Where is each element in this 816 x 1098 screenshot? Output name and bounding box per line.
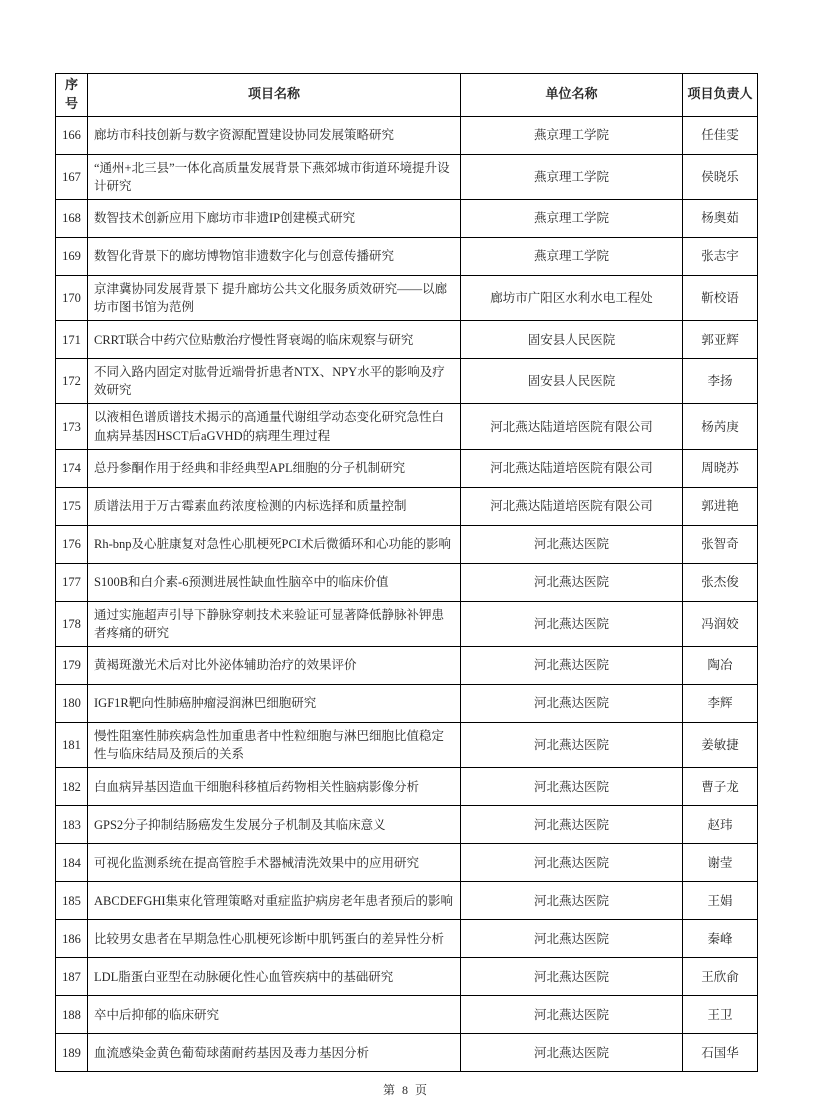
row-number: 186 — [56, 920, 88, 958]
col-header-project: 项目名称 — [88, 74, 461, 117]
table-row — [56, 237, 758, 275]
row-number: 171 — [56, 321, 88, 359]
project-name: 比较男女患者在早期急性心肌梗死诊断中肌钙蛋白的差异性分析 — [88, 920, 461, 958]
row-number: 189 — [56, 1034, 88, 1072]
unit-name: 河北燕达医院 — [461, 882, 683, 920]
row-number: 178 — [56, 601, 88, 646]
project-leader: 郭进艳 — [683, 487, 758, 525]
row-number: 173 — [56, 404, 88, 449]
row-number: 188 — [56, 996, 88, 1034]
unit-name: 河北燕达医院 — [461, 920, 683, 958]
unit-name: 河北燕达医院 — [461, 844, 683, 882]
project-name: Rh-bnp及心脏康复对急性心肌梗死PCI术后微循环和心功能的影响 — [88, 525, 461, 563]
project-leader: 杨芮庚 — [683, 404, 758, 449]
project-name: LDL脂蛋白亚型在动脉硬化性心血管疾病中的基础研究 — [88, 958, 461, 996]
unit-name: 廊坊市广阳区水利水电工程处 — [461, 275, 683, 320]
row-number: 167 — [56, 154, 88, 199]
table-row — [56, 958, 758, 996]
project-name: 以液相色谱质谱技术揭示的高通量代谢组学动态变化研究急性白血病异基因HSCT后aGVHD的病理生理过程 — [88, 404, 461, 449]
table-row — [56, 199, 758, 237]
row-number: 174 — [56, 449, 88, 487]
col-header-index: 序号 — [56, 74, 88, 117]
project-name: 卒中后抑郁的临床研究 — [88, 996, 461, 1034]
project-leader: 王娟 — [683, 882, 758, 920]
project-leader: 赵玮 — [683, 806, 758, 844]
table-row — [56, 646, 758, 684]
table-row — [56, 275, 758, 320]
project-name: 京津冀协同发展背景下 提升廊坊公共文化服务质效研究——以廊坊市图书馆为范例 — [88, 275, 461, 320]
row-number: 168 — [56, 199, 88, 237]
table-row — [56, 920, 758, 958]
project-leader: 李扬 — [683, 359, 758, 404]
project-leader: 张志宇 — [683, 237, 758, 275]
project-name: 不同入路内固定对肱骨近端骨折患者NTX、NPY水平的影响及疗效研究 — [88, 359, 461, 404]
unit-name: 燕京理工学院 — [461, 199, 683, 237]
unit-name: 河北燕达医院 — [461, 525, 683, 563]
project-leader: 靳校语 — [683, 275, 758, 320]
unit-name: 固安县人民医院 — [461, 321, 683, 359]
table-row — [56, 601, 758, 646]
project-name: S100B和白介素-6预测进展性缺血性脑卒中的临床价值 — [88, 563, 461, 601]
table-row — [56, 806, 758, 844]
project-name: 慢性阻塞性肺疾病急性加重患者中性粒细胞与淋巴细胞比值稳定性与临床结局及预后的关系 — [88, 722, 461, 767]
project-name: 黄褐斑激光术后对比外泌体辅助治疗的效果评价 — [88, 646, 461, 684]
project-name: 质谱法用于万古霉素血药浓度检测的内标选择和质量控制 — [88, 487, 461, 525]
project-leader: 李辉 — [683, 684, 758, 722]
row-number: 185 — [56, 882, 88, 920]
unit-name: 河北燕达陆道培医院有限公司 — [461, 449, 683, 487]
row-number: 176 — [56, 525, 88, 563]
project-leader: 周晓苏 — [683, 449, 758, 487]
row-number: 166 — [56, 116, 88, 154]
project-leader: 任佳雯 — [683, 116, 758, 154]
unit-name: 河北燕达陆道培医院有限公司 — [461, 404, 683, 449]
project-name: 可视化监测系统在提高管腔手术器械清洗效果中的应用研究 — [88, 844, 461, 882]
table-header-row — [56, 74, 758, 117]
table-row — [56, 449, 758, 487]
project-leader: 杨奥茹 — [683, 199, 758, 237]
project-leader: 张杰俊 — [683, 563, 758, 601]
unit-name: 河北燕达医院 — [461, 722, 683, 767]
unit-name: 河北燕达医院 — [461, 768, 683, 806]
table-row — [56, 487, 758, 525]
unit-name: 河北燕达医院 — [461, 958, 683, 996]
row-number: 169 — [56, 237, 88, 275]
unit-name: 燕京理工学院 — [461, 116, 683, 154]
project-leader: 冯润姣 — [683, 601, 758, 646]
unit-name: 河北燕达医院 — [461, 601, 683, 646]
project-leader: 王卫 — [683, 996, 758, 1034]
table-row — [56, 154, 758, 199]
table-row — [56, 684, 758, 722]
project-leader: 石国华 — [683, 1034, 758, 1072]
project-leader: 秦峰 — [683, 920, 758, 958]
project-leader: 姜敏捷 — [683, 722, 758, 767]
project-leader: 谢莹 — [683, 844, 758, 882]
project-leader: 郭亚辉 — [683, 321, 758, 359]
project-leader: 王欣俞 — [683, 958, 758, 996]
project-name: 数智技术创新应用下廊坊市非遗IP创建模式研究 — [88, 199, 461, 237]
project-name: IGF1R靶向性肺癌肿瘤浸润淋巴细胞研究 — [88, 684, 461, 722]
project-name: 总丹参酮作用于经典和非经典型APL细胞的分子机制研究 — [88, 449, 461, 487]
projects-table — [55, 73, 758, 1072]
table-row — [56, 563, 758, 601]
unit-name: 河北燕达医院 — [461, 1034, 683, 1072]
unit-name: 河北燕达医院 — [461, 563, 683, 601]
project-leader: 陶冶 — [683, 646, 758, 684]
table-row — [56, 768, 758, 806]
table-row — [56, 321, 758, 359]
table-row — [56, 996, 758, 1034]
project-leader: 张智奇 — [683, 525, 758, 563]
project-leader: 曹子龙 — [683, 768, 758, 806]
unit-name: 河北燕达医院 — [461, 684, 683, 722]
row-number: 175 — [56, 487, 88, 525]
table-row — [56, 359, 758, 404]
row-number: 177 — [56, 563, 88, 601]
project-name: “通州+北三县”一体化高质量发展背景下燕郊城市街道环境提升设计研究 — [88, 154, 461, 199]
project-name: ABCDEFGHI集束化管理策略对重症监护病房老年患者预后的影响 — [88, 882, 461, 920]
project-name: 血流感染金黄色葡萄球菌耐药基因及毒力基因分析 — [88, 1034, 461, 1072]
table-row — [56, 1034, 758, 1072]
row-number: 180 — [56, 684, 88, 722]
row-number: 170 — [56, 275, 88, 320]
unit-name: 河北燕达陆道培医院有限公司 — [461, 487, 683, 525]
table-row — [56, 404, 758, 449]
row-number: 182 — [56, 768, 88, 806]
project-leader: 侯晓乐 — [683, 154, 758, 199]
unit-name: 河北燕达医院 — [461, 646, 683, 684]
table-row — [56, 882, 758, 920]
project-name: 廊坊市科技创新与数字资源配置建设协同发展策略研究 — [88, 116, 461, 154]
unit-name: 河北燕达医院 — [461, 806, 683, 844]
row-number: 181 — [56, 722, 88, 767]
unit-name: 河北燕达医院 — [461, 996, 683, 1034]
unit-name: 固安县人民医院 — [461, 359, 683, 404]
col-header-leader: 项目负责人 — [683, 74, 758, 117]
row-number: 184 — [56, 844, 88, 882]
table-row — [56, 116, 758, 154]
row-number: 172 — [56, 359, 88, 404]
col-header-unit: 单位名称 — [461, 74, 683, 117]
project-name: 数智化背景下的廊坊博物馆非遗数字化与创意传播研究 — [88, 237, 461, 275]
page-number: 第 8 页 — [382, 1083, 429, 1098]
table-row — [56, 525, 758, 563]
unit-name: 燕京理工学院 — [461, 154, 683, 199]
row-number: 183 — [56, 806, 88, 844]
row-number: 187 — [56, 958, 88, 996]
table-row — [56, 844, 758, 882]
project-name: CRRT联合中药穴位贴敷治疗慢性肾衰竭的临床观察与研究 — [88, 321, 461, 359]
project-name: 白血病异基因造血干细胞科移植后药物相关性脑病影像分析 — [88, 768, 461, 806]
project-name: GPS2分子抑制结肠癌发生发展分子机制及其临床意义 — [88, 806, 461, 844]
unit-name: 燕京理工学院 — [461, 237, 683, 275]
project-name: 通过实施超声引导下静脉穿刺技术来验证可显著降低静脉补钾患者疼痛的研究 — [88, 601, 461, 646]
row-number: 179 — [56, 646, 88, 684]
table-row — [56, 722, 758, 767]
